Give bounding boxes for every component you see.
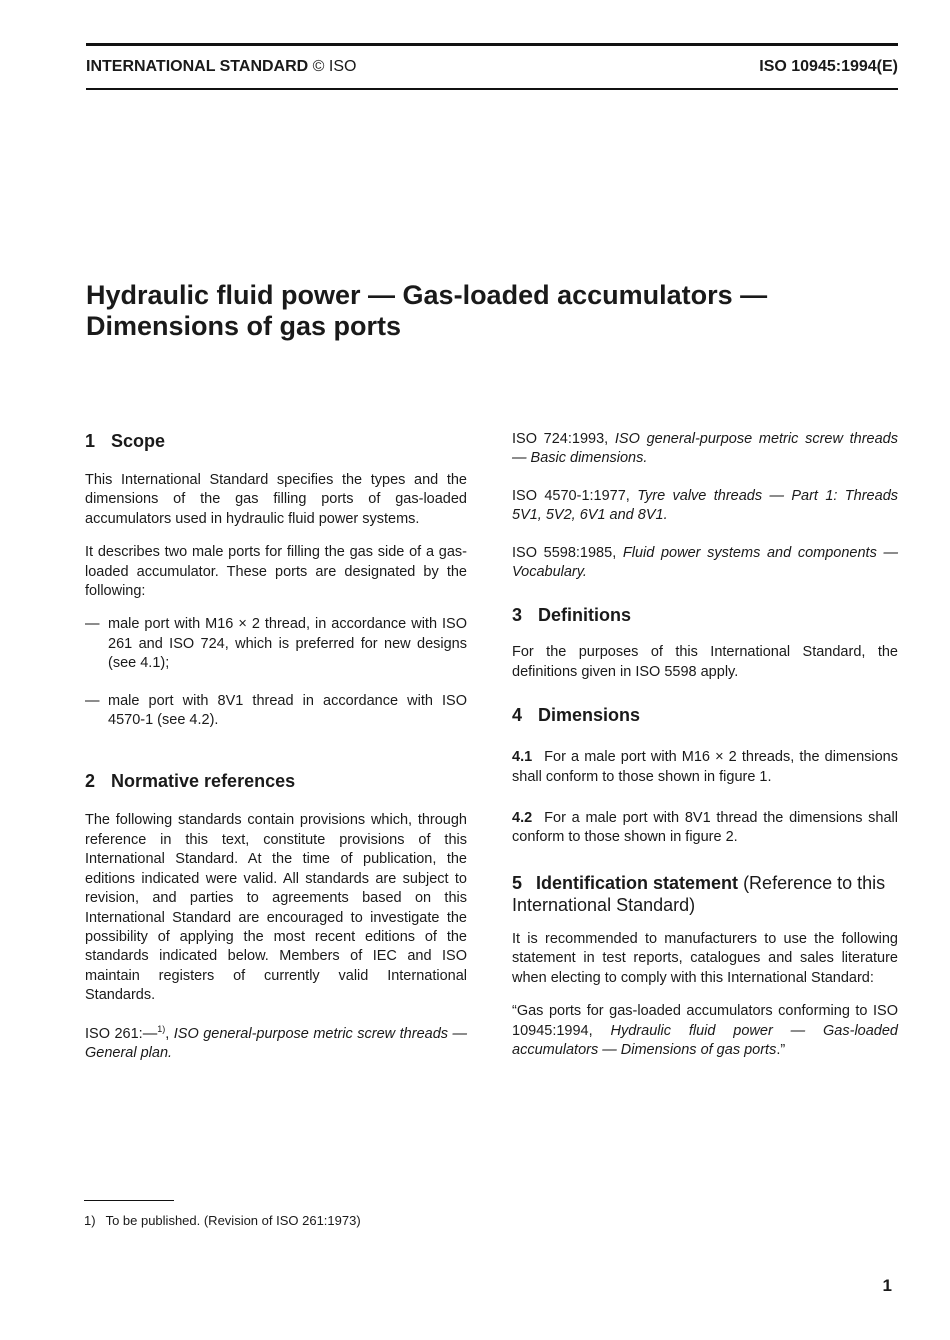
standard-label: INTERNATIONAL STANDARD (86, 58, 309, 75)
bullet-dash: — (85, 616, 100, 633)
section-title-suffix: (Reference to this International Standard) (512, 872, 886, 915)
section-number: 5 (512, 872, 523, 893)
reference-iso-4570-1 (512, 487, 898, 526)
footnote-marker: 1) (157, 1023, 166, 1034)
section-number: 1 (85, 431, 96, 451)
section-number: 4 (512, 705, 523, 726)
bullet-dash: — (85, 692, 100, 709)
list-item (85, 615, 467, 673)
normative-paragraph: The following standards contain provisions which, through reference in this text, constitute provisions of this International Standard. At the time of publication, the editions indicated were valid. All standards are subject to revision, and parties to agreements based on this International Standard are encouraged to investigate the possibility of applying the most recent editions of the standards indicated below. Members of IEC and ISO maintain registers of currently valid International Standards. (85, 812, 467, 1004)
subclause-4-1 (512, 748, 898, 787)
bullet-text: male port with 8V1 thread in accordance with ISO 4570-1 (see 4.2). (108, 692, 467, 729)
subclause-label: 4.2 (512, 810, 533, 827)
copyright-label: © ISO (312, 58, 357, 75)
section-dimensions-heading (512, 704, 898, 726)
section-identification-heading (512, 872, 898, 916)
document-title (86, 280, 886, 342)
reference-code: ISO 4570-1:1977, (512, 487, 630, 504)
document-number: ISO 10945:1994(E) (759, 58, 898, 75)
quote-title: Hydraulic fluid power — Gas-loaded accumulators — Dimensions of gas ports (512, 1022, 898, 1058)
section-definitions-heading (512, 604, 898, 626)
subclause-label: 4.1 (512, 749, 533, 766)
header-standard-label (86, 58, 356, 76)
reference-title: ISO general-purpose metric screw threads — General plan. (85, 1025, 468, 1061)
reference-iso-261: ISO 261:—$^{1)}$, ISO general-purpose metric screw threads — General plan. (85, 1023, 468, 1061)
subclause-text: For a male port with M16 × 2 threads, the dimensions shall conform to those shown in figure 1. (512, 749, 898, 785)
section-title: Identification statement (536, 872, 739, 893)
footnote-marker: 1) (84, 1213, 96, 1228)
reference-code: ISO 261:— (85, 1025, 158, 1042)
subclause-4-2 (512, 809, 898, 848)
quote-text: “Gas ports for gas-loaded accumulators conforming to ISO 10945:1994, (512, 1003, 898, 1039)
section-scope-heading (85, 430, 467, 452)
quote-end: .” (776, 1041, 786, 1058)
title-line-1: Hydraulic fluid power — Gas-loaded accumulators — (86, 280, 768, 310)
section-number: 3 (512, 605, 523, 626)
footnote (84, 1213, 361, 1228)
reference-code: ISO 5598:1985, (512, 544, 617, 561)
right-column (512, 430, 898, 1060)
reference-title: ISO general-purpose metric screw threads — Basic dimensions. (512, 431, 898, 467)
bullet-text: male port with M16 × 2 thread, in accordance with ISO 261 and ISO 724, which is preferred for new designs (see 4.1); (108, 616, 467, 672)
title-line-2: Dimensions of gas ports (86, 311, 402, 341)
list-item (85, 692, 467, 731)
section-title: Normative references (111, 771, 296, 792)
section-title: Definitions (538, 605, 632, 626)
scope-paragraph-2: It describes two male ports for filling the gas side of a gas-loaded accumulator. These ports are designated by the following: (85, 544, 467, 600)
reference-code: ISO 724:1993, (512, 431, 609, 447)
section-normative-heading (85, 770, 467, 792)
footnote-text: To be published. (Revision of ISO 261:1973) (105, 1213, 361, 1228)
header-top-rule (86, 43, 898, 46)
definitions-paragraph: For the purposes of this International Standard, the definitions given in ISO 5598 apply. (512, 644, 898, 680)
section-title: Dimensions (538, 705, 641, 726)
identification-paragraph: It is recommended to manufacturers to use the following statement in test reports, catalogues and sales literature when electing to comply with this International Standard: (512, 930, 898, 986)
reference-title: Tyre valve threads — Part 1: Threads 5V1, 5V2, 6V1 and 8V1. (512, 487, 899, 524)
reference-iso-5598 (512, 544, 898, 583)
reference-title: Fluid power systems and components — Vocabulary. (512, 544, 899, 581)
section-title: Scope (111, 431, 166, 451)
scope-paragraph-1: This International Standard specifies the types and the dimensions of the gas filling ports of gas-loaded accumulators used in hydraulic fluid power systems. (85, 472, 467, 527)
section-number: 2 (85, 771, 96, 792)
left-column (85, 430, 467, 1063)
reference-iso-724 (512, 430, 898, 469)
subclause-text: For a male port with 8V1 thread the dimensions shall conform to those shown in figure 2. (512, 810, 898, 846)
page-number: 1 (882, 1276, 892, 1295)
identification-quote (512, 1002, 898, 1060)
header-bottom-rule (86, 88, 898, 90)
footnote-rule (84, 1200, 174, 1201)
